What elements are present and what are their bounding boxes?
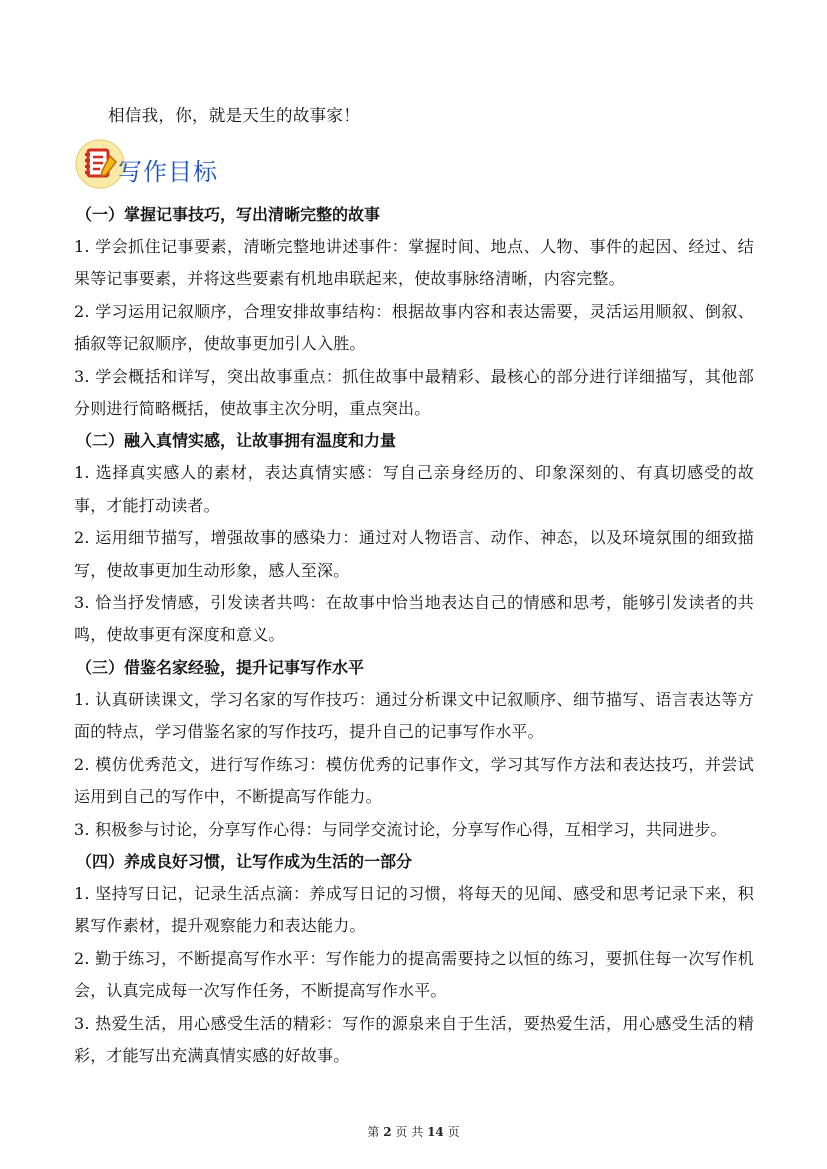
- section-heading: （三）借鉴名家经验，提升记事写作水平: [76, 657, 365, 677]
- goal-item: 1. 认真研读课文，学习名家的写作技巧：通过分析课文中记叙顺序、细节描写、语言表达等方面的特点，学习借鉴名家的写作技巧，提升自己的记事写作水平。: [74, 689, 754, 742]
- section: [74, 199, 754, 425]
- footer-prefix: 第: [367, 1125, 380, 1139]
- section: [74, 846, 754, 1072]
- footer-suffix: 页: [447, 1125, 460, 1139]
- goal-item: 1. 坚持写日记，记录生活点滴：养成写日记的习惯，将每天的见闻、感受和思考记录下来，积累写作素材，提升观察能力和表达能力。: [74, 883, 754, 936]
- section-heading: （二）融入真情实感，让故事拥有温度和力量: [76, 431, 397, 451]
- goal-item: 2. 勤于练习，不断提高写作水平：写作能力的提高需要持之以恒的练习，要抓住每一次写作机会，认真完成每一次写作任务，不断提高写作水平。: [74, 948, 754, 1001]
- goal-item: 3. 热爱生活，用心感受生活的精彩：写作的源泉来自于生活，要热爱生活，用心感受生活的精彩，才能写出充满真情实感的好故事。: [74, 1013, 754, 1065]
- goal-item: 3. 恰当抒发情感，引发读者共鸣：在故事中恰当地表达自己的情感和思考，能够引发读者的共鸣，使故事更有深度和意义。: [74, 593, 754, 645]
- section: [74, 652, 754, 846]
- goal-item: 2. 学习运用记叙顺序，合理安排故事结构：根据故事内容和表达需要，灵活运用顺叙、倒叙、插叙等记叙顺序，使故事更加引人入胜。: [74, 301, 754, 354]
- goal-item: 2. 模仿优秀范文，进行写作练习：模仿优秀的记事作文，学习其写作方法和表达技巧，并尝试运用到自己的写作中，不断提高写作能力。: [74, 754, 754, 807]
- section: [74, 425, 754, 651]
- writing-goal-title: 写作目标: [118, 158, 218, 186]
- goals-content: [74, 199, 754, 1072]
- intro-line: 相信我，你，就是天生的故事家！: [108, 106, 360, 125]
- goal-item: 3. 学会概括和详写，突出故事重点：抓住故事中最精彩、最核心的部分进行详细描写，其他部分则进行简略概括，使故事主次分明，重点突出。: [74, 366, 754, 419]
- section-heading: （一）掌握记事技巧，写出清晰完整的故事: [76, 205, 381, 224]
- footer-mid: 页 共: [395, 1125, 424, 1139]
- goal-item: 2. 运用细节描写，增强故事的感染力：通过对人物语言、动作、神态，以及环境氛围的细致描写，使故事更加生动形象，感人至深。: [74, 528, 754, 580]
- writing-goal-header: [74, 138, 274, 194]
- goal-item: 1. 选择真实感人的素材，表达真情实感：写自己亲身经历的、印象深刻的、有真切感受的故事，才能打动读者。: [74, 463, 754, 515]
- section-heading: （四）养成良好习惯，让写作成为生活的一部分: [76, 851, 413, 871]
- page-footer: [0, 1123, 827, 1140]
- goal-item: 1. 学会抓住记事要素，清晰完整地讲述事件：掌握时间、地点、人物、事件的起因、经过、结果等记事要素，并将这些要素有机地串联起来，使故事脉络清晰，内容完整。: [74, 237, 754, 289]
- total-page-number: 14: [427, 1125, 444, 1139]
- goal-item: 3. 积极参与讨论，分享写作心得：与同学交流讨论，分享写作心得，互相学习，共同进步。: [74, 819, 727, 839]
- current-page-number: 2: [383, 1125, 392, 1139]
